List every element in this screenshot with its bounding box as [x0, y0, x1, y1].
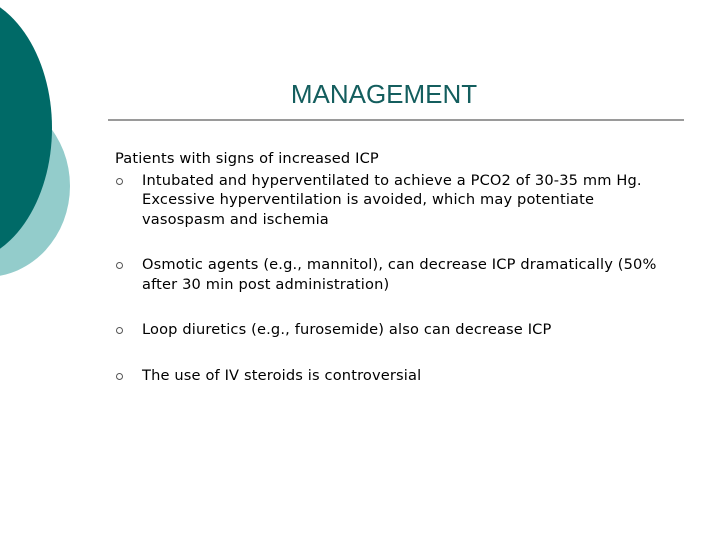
intro-text: Patients with signs of increased ICP — [115, 150, 379, 167]
hollow-circle-bullet-icon — [116, 178, 123, 185]
hollow-circle-bullet-icon — [116, 262, 123, 269]
list-item — [115, 366, 675, 386]
list-item — [115, 320, 675, 340]
bullet-text: The use of IV steroids is controversial — [142, 366, 422, 384]
bullet-list — [115, 171, 675, 386]
slide-title: MANAGEMENT — [290, 79, 478, 109]
bullet-text: Osmotic agents (e.g., mannitol), can decrease ICP dramatically (50% after 30 min post administration) — [142, 256, 657, 293]
hollow-circle-bullet-icon — [116, 373, 123, 380]
slide-body — [115, 149, 675, 411]
list-item — [115, 171, 675, 230]
bullet-text: Loop diuretics (e.g., furosemide) also can decrease ICP — [142, 321, 552, 338]
title-divider — [108, 119, 684, 121]
hollow-circle-bullet-icon — [116, 327, 123, 334]
bullet-text: Intubated and hyperventilated to achieve a PCO2 of 30-35 mm Hg. Excessive hyperventilation is avoided, which may potentiate vasospasm and ischemia — [142, 171, 642, 228]
list-item — [115, 255, 675, 294]
